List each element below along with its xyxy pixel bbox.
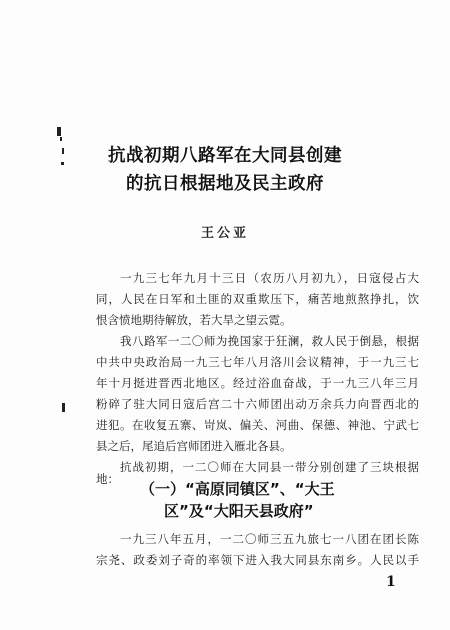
paragraph-line: 宗尧、政委刘子奇的率领下进入我大同县东南乡。人民以手 [96,553,419,567]
section-heading-line-2: 区”及“大阳天县政府” [164,502,314,520]
paragraph-line: 进犯。在收复五寨、岢岚、偏关、河曲、保德、神池、宁武七 [96,418,419,432]
paragraph-line: 一九三七年九月十三日（农历八月初九），日寇侵占大 [120,271,419,285]
paragraph-line: 抗战初期，一二〇师在大同县一带分别创建了三块根据 [120,460,419,474]
paragraph-line: 同，人民在日军和土匪的双重欺压下，痛苦地煎熬挣扎，饮 [96,292,419,306]
author-name: 王公亚 [200,226,249,241]
paragraph-line: 年十月挺进晋西北地区。经过浴血奋战，于一九三八年三月 [96,376,419,390]
paragraph-line: 粉碎了驻大同日寇后宫二十六师团出动万余兵力向晋西北的 [96,397,419,411]
paragraph-line: 一九三八年五月，一二〇师三五九旅七一八团在团长陈 [120,532,419,546]
page-number: 1 [386,574,396,590]
paragraph-line: 中共中央政治局一九三七年八月洛川会议精神，于一九三七 [96,355,419,369]
paragraph-line: 县之后，尾追后宫师团进入雁北各县。 [96,439,292,453]
binding-mark [57,127,61,136]
binding-mark [60,137,62,141]
section-heading-line-1: （一）“高原同镇区”、“大王 [140,480,335,498]
binding-mark [62,403,65,412]
paragraph-line: 我八路军一二〇师为挽国家于狂澜，救人民于倒悬，根据 [120,334,419,348]
document-title-line-1: 抗战初期八路军在大同县创建 [108,146,342,166]
paragraph-line: 恨含愤地期待解放，若大旱之望云霓。 [96,313,292,327]
document-title-line-2: 的抗日根据地及民主政府 [126,174,324,194]
paragraph-line: 地： [96,472,119,486]
